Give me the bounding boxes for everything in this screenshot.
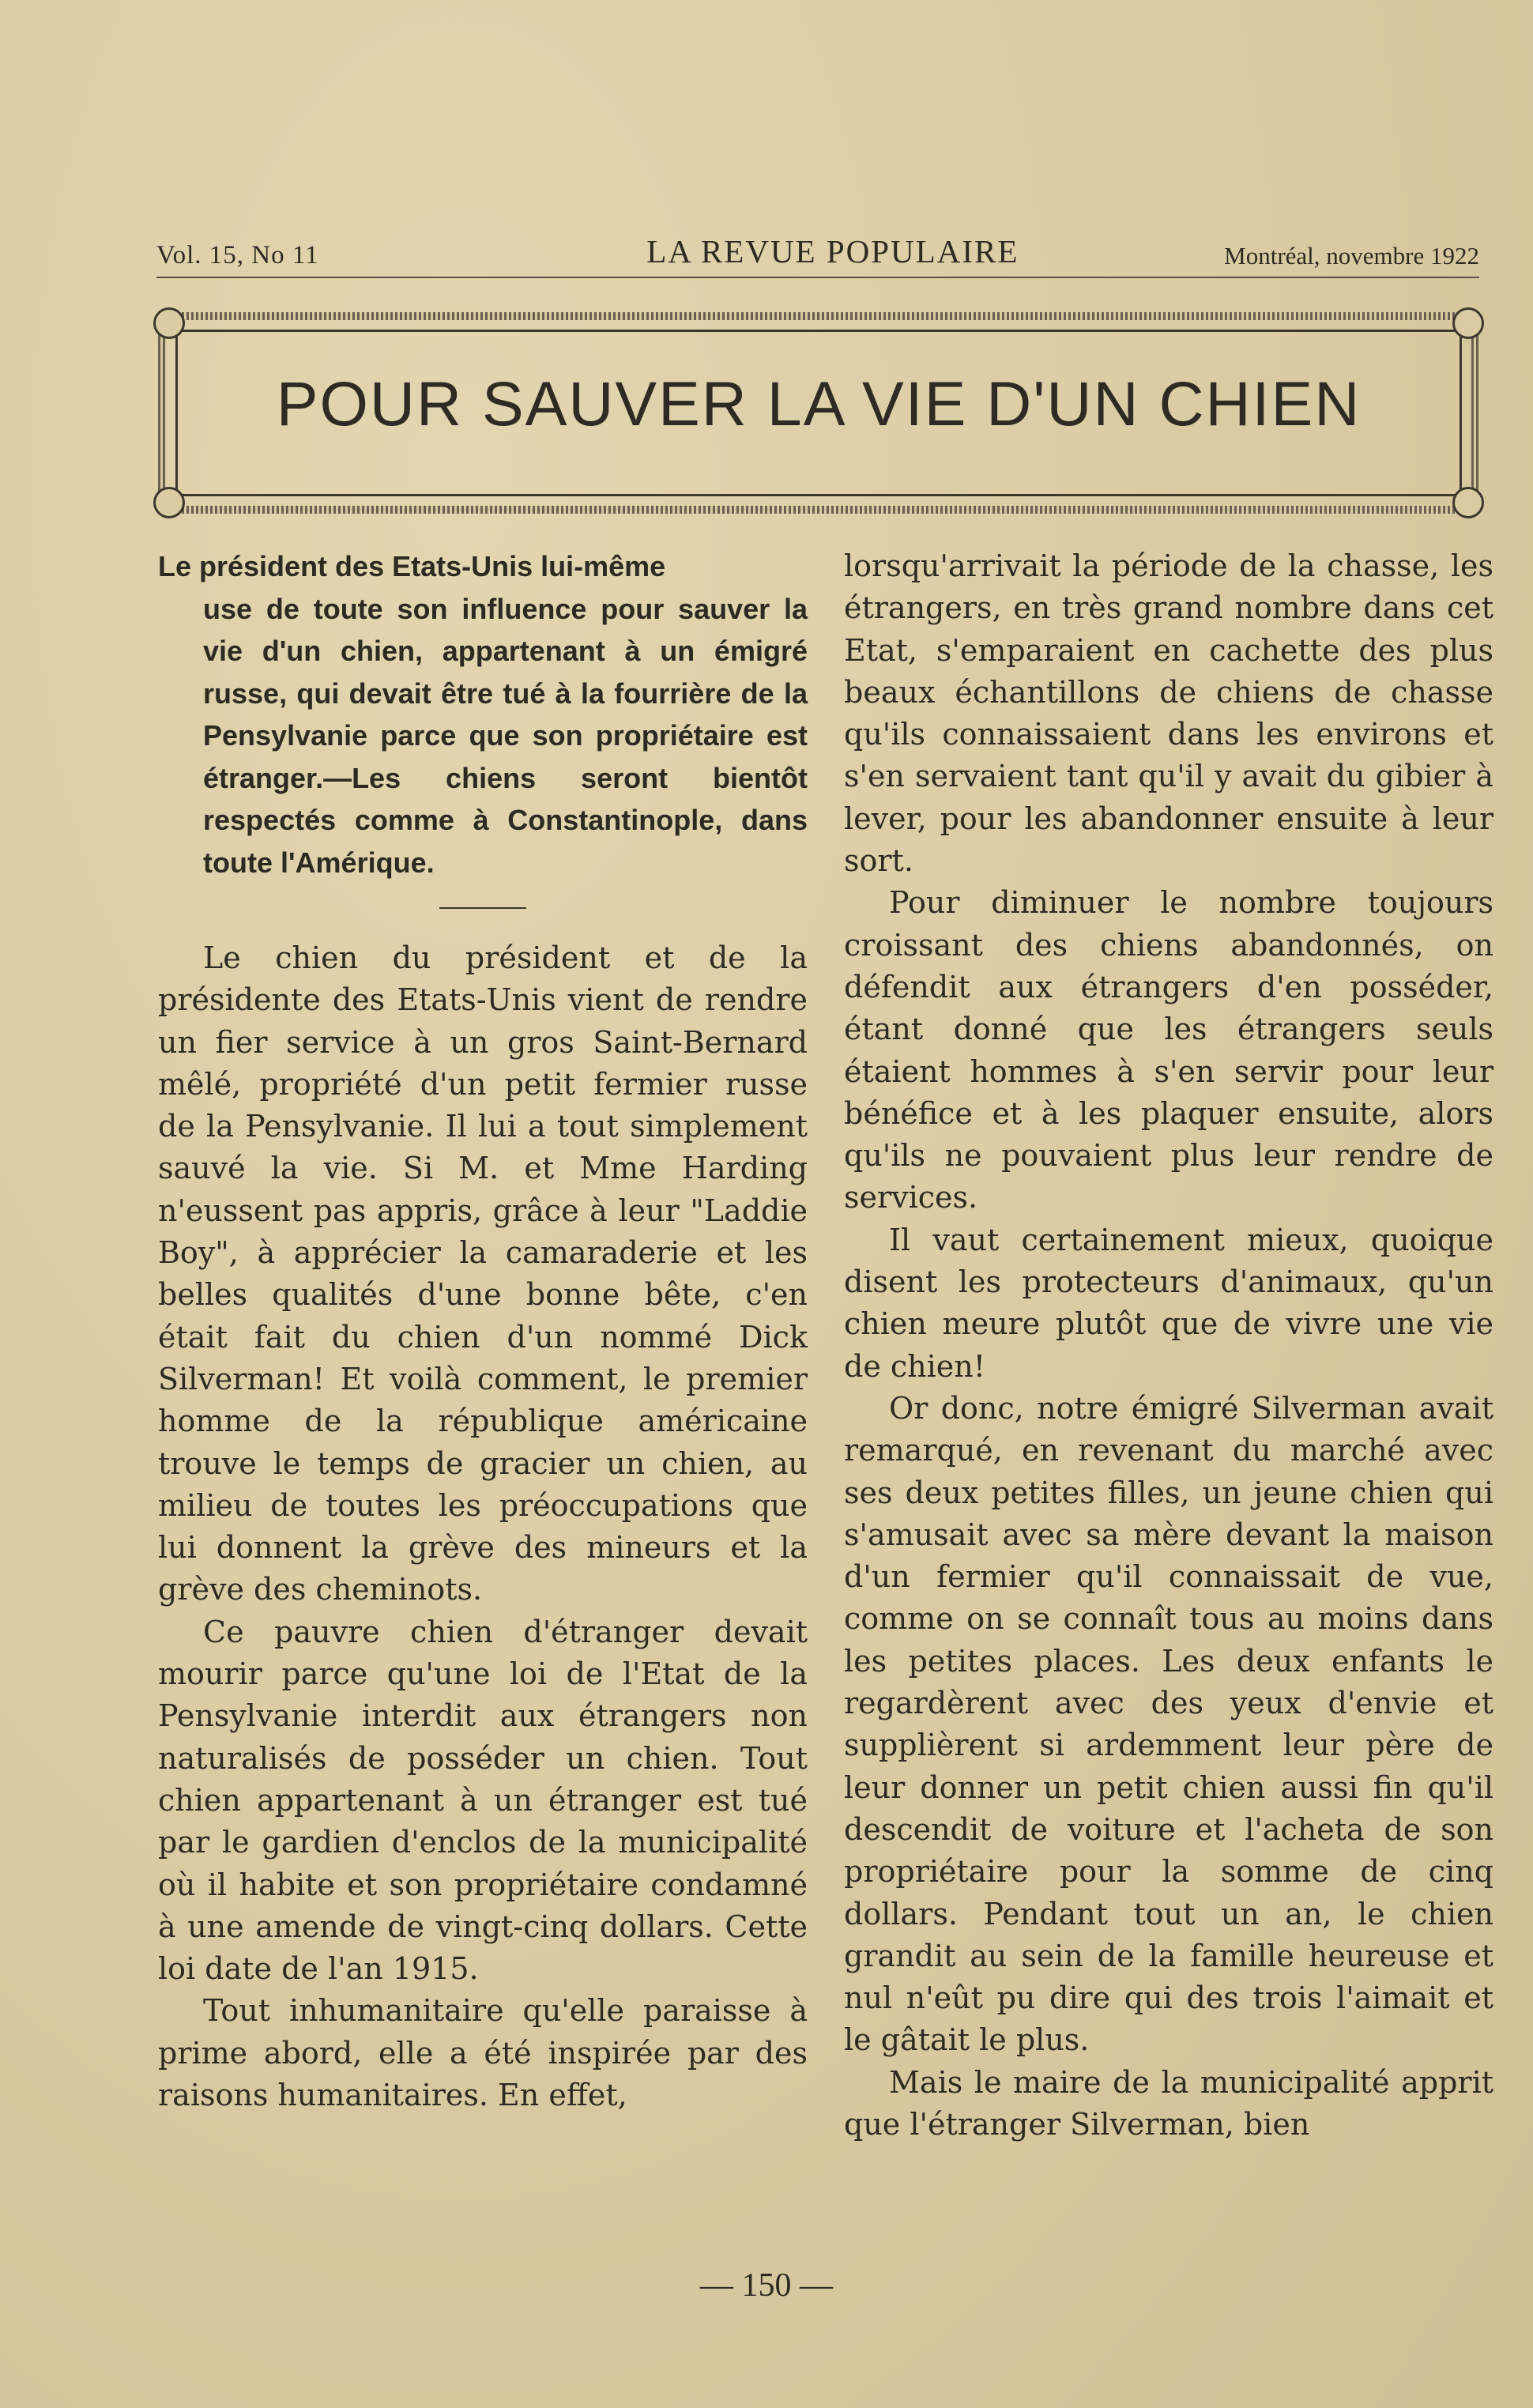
article-lead	[158, 545, 808, 884]
running-header	[156, 223, 1479, 270]
paragraph: Ce pauvre chien d'étranger devait mourir parce qu'une loi de l'Etat de la Pensylvanie interdit aux étrangers non naturalisés de posséder un chien. Tout chien appartenant à un étranger est tué par le gardien d'enclos de la municipalité où il habite et son propriétaire condamné à une amende de vingt-cinq dollars. Cette loi date de l'an 1915.	[158, 1614, 808, 1987]
paragraph: Mais le maire de la municipalité apprit que l'étranger Silverman, bien	[844, 2064, 1493, 2142]
volume-number: Vol. 15, No 11	[156, 241, 319, 269]
lead-continuation: use de toute son influence pour sauver la vie d'un chien, appartenant à un émigré russe, qui devait être tué à la fourrière de la Pensylvanie parce que son propriétaire est étranger.—Les chiens seront bientôt respectés comme à Constantinople, dans toute l'Amérique.	[203, 592, 808, 879]
header-rule	[156, 277, 1479, 278]
paragraph: lorsqu'arrivait la période de la chasse, les étrangers, en très grand nombre dans cet Etat, s'emparaient en cachette des plus beaux échantillons de chiens de chasse qu'ils connaissaient dans les environs et s'en servaient tant qu'il y avait du gibier à lever, pour les abandonner ensuite à leur sort.	[844, 548, 1493, 879]
title-frame	[158, 312, 1479, 514]
paragraph: Il vaut certainement mieux, quoique disent les protecteurs d'animaux, qu'un chien meure plutôt que de vivre une vie de chien!	[844, 1222, 1493, 1384]
right-column	[844, 545, 1493, 2146]
article-title: POUR SAUVER LA VIE D'UN CHIEN	[276, 368, 1362, 439]
separator-rule	[439, 907, 526, 909]
corner-ornament	[1452, 487, 1484, 518]
paragraph: Le chien du président et de la présidente des Etats-Unis vient de rendre un fier service à un gros Saint-Bernard mêlé, propriété d'un petit fermier russe de la Pensylvanie. Il lui a tout simplement sauvé la vie. Si M. et Mme Harding n'eussent pas appris, grâce à leur "Laddie Boy", à apprécier la camaraderie et les belles qualités d'une bonne bête, c'en était fait du chien d'un nommé Dick Silverman! Et voilà comment, le premier homme de la république américaine trouve le temps de gracier un chien, au milieu de toutes les préoccupations que lui donnent la grève des mineurs et la grève des cheminots.	[158, 940, 808, 1607]
left-column	[158, 545, 808, 2116]
corner-ornament	[1452, 307, 1484, 339]
page-number: — 150 —	[700, 2267, 833, 2304]
corner-ornament	[153, 487, 185, 518]
journal-name: LA REVUE POPULAIRE	[646, 233, 1019, 269]
paragraph: Tout inhumanitaire qu'elle paraisse à prime abord, elle a été inspirée par des raisons humanitaires. En effet,	[158, 1993, 808, 2113]
place-date: Montréal, novembre 1922	[1224, 242, 1479, 269]
paragraph: Or donc, notre émigré Silverman avait remarqué, en revenant du marché avec ses deux petites filles, un jeune chien qui s'amusait avec sa mère devant la maison d'un fermier qu'il connaissait de vue, comme on se connaît tous au moins dans les petites places. Les deux enfants le regardèrent avec des yeux d'envie et supplièrent si ardemment leur père de leur donner un petit chien aussi fin qu'il descendit de voiture et l'acheta de son propriétaire pour la somme de cinq dollars. Pendant tout un an, le chien grandit au sein de la famille heureuse et nul n'eût pu dire qui des trois l'aimait et le gâtait le plus.	[844, 1390, 1493, 2058]
corner-ornament	[153, 307, 185, 339]
paragraph: Pour diminuer le nombre toujours croissant des chiens abandonnés, on défendit aux étrangers d'en posséder, étant donné que les étrangers seuls étaient hommes à s'en servir pour leur bénéfice et à les plaquer ensuite, alors qu'ils ne pouvaient plus leur rendre de services.	[844, 885, 1493, 1215]
lead-first-line: Le président des Etats-Unis lui-même	[158, 550, 666, 582]
